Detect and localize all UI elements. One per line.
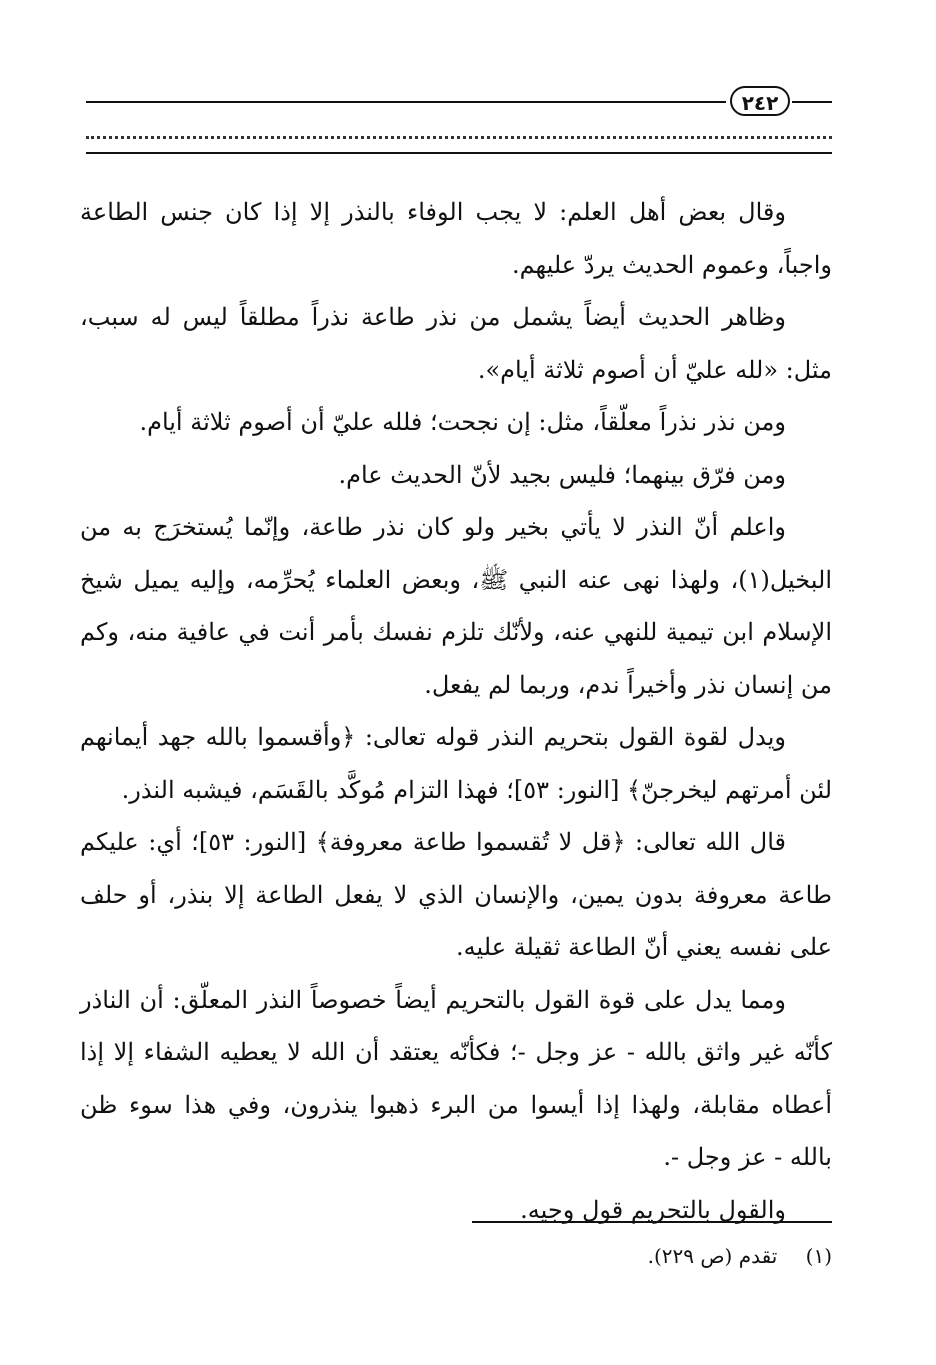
header-bottom-rule	[86, 152, 832, 154]
paragraph-1: وقال بعض أهل العلم: لا يجب الوفاء بالنذر إلا إذا كان جنس الطاعة واجباً، وعموم الحديث يردّ عليهم.	[80, 198, 832, 279]
header-rule-right	[792, 101, 832, 103]
dotted-separator	[86, 120, 832, 139]
main-text	[80, 186, 832, 1236]
footnote-text: تقدم (ص ٢٢٩).	[647, 1244, 778, 1268]
footnote-number: (١)	[805, 1244, 832, 1268]
paragraph-7: قال الله تعالى: ﴿قل لا تُقسموا طاعة معروفة﴾ [النور: ٥٣]؛ أي: عليكم طاعة معروفة بدون يمين، والإنسان الذي لا يفعل الطاعة إلا بنذر، أو حلف على نفسه يعني أنّ الطاعة ثقيلة عليه.	[80, 828, 832, 961]
paragraph-3: ومن نذر نذراً معلّقاً، مثل: إن نجحت؛ فلله عليّ أن أصوم ثلاثة أيام.	[139, 408, 786, 436]
header-rule-left	[86, 101, 726, 103]
paragraph-9: والقول بالتحريم قول وجيه.	[520, 1195, 786, 1224]
paragraph-4: ومن فرّق بينهما؛ فليس بجيد لأنّ الحديث عام.	[338, 460, 786, 489]
paragraph-2: وظاهر الحديث أيضاً يشمل من نذر طاعة نذراً مطلقاً ليس له سبب، مثل: «لله عليّ أن أصوم ثلاثة أيام».	[80, 303, 832, 384]
paragraph-6: ويدل لقوة القول بتحريم النذر قوله تعالى: ﴿وأقسموا بالله جهد أيمانهم لئن أمرتهم ليخرجنّ﴾ [النور: ٥٣]؛ فهذا التزام مُوكَّد بالقَسَم، فيشبه النذر.	[80, 723, 832, 804]
paragraph-5: واعلم أنّ النذر لا يأتي بخير ولو كان نذر طاعة، وإنّما يُستخرَج به من البخيل(١)، ولهذا نهى عنه النبي ﷺ، وبعض العلماء يُحرِّمه، وإليه يميل شيخ الإسلام ابن تيمية للنهي عنه، ولأنّك تلزم نفسك بأمر أنت في عافية منه، وكم من إنسان نذر وأخيراً ندم، وربما لم يفعل.	[80, 513, 832, 699]
footnote	[400, 1238, 832, 1274]
paragraph-8: ومما يدل على قوة القول بالتحريم أيضاً خصوصاً النذر المعلّق: أن الناذر كأنّه غير واثق بالله - عز وجل -؛ فكأنّه يعتقد أن الله لا يعطيه الشفاء إلا إذا أعطاه مقابلة، ولهذا إذا أيسوا من البرء ذهبوا ينذرون، وفي هذا سوء ظن بالله - عز وجل -.	[80, 985, 832, 1171]
footnote-rule	[472, 1221, 832, 1223]
page-number: ٢٤٢	[730, 86, 790, 116]
